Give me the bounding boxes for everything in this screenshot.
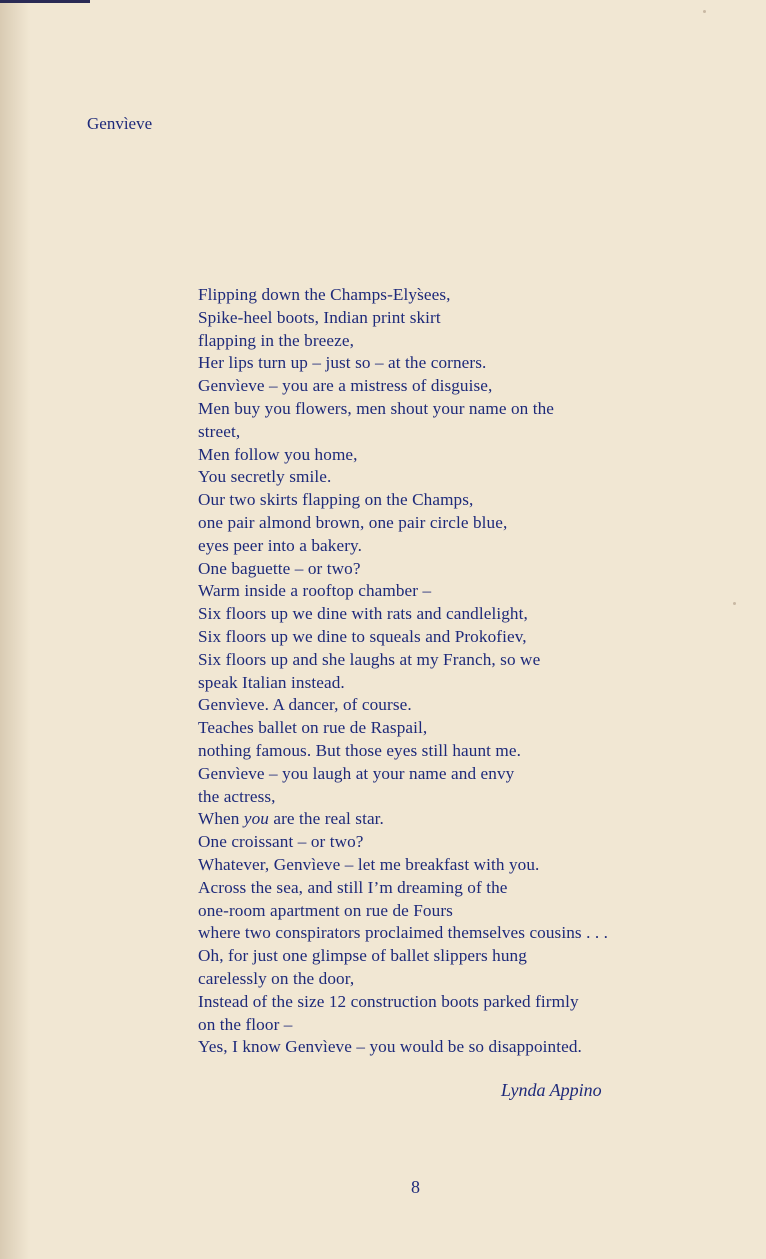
poem-line: on the floor – xyxy=(198,1014,293,1034)
poem-line: the actress, xyxy=(198,786,276,806)
poem-line xyxy=(198,808,738,831)
poem-line: One croissant – or two? xyxy=(198,832,364,852)
poem-line: Genvìeve – you are a mistress of disguise, xyxy=(198,376,493,396)
poem-line: You secretly smile. xyxy=(198,467,332,487)
poem-line: Yes, I know Genvìeve – you would be so disappointed. xyxy=(198,1037,582,1057)
poem-line: one pair almond brown, one pair circle blue, xyxy=(198,512,508,532)
poem-line: Flipping down the Champs-Elys̀ees, xyxy=(198,285,451,304)
poem-line: Six floors up we dine to squeals and Prokofiev, xyxy=(198,626,527,646)
poem-line: Genvìeve. A dancer, of course. xyxy=(198,695,412,715)
paper-speck xyxy=(703,10,706,13)
poem-line: Instead of the size 12 construction boots parked firmly xyxy=(198,991,579,1011)
poem-line-emphasis: you xyxy=(243,809,269,829)
poem-line-text: When xyxy=(198,809,244,829)
poem-line: Across the sea, and still I’m dreaming of the xyxy=(198,877,508,897)
poem-line: One baguette – or two? xyxy=(198,558,361,578)
poem-line: Men follow you home, xyxy=(198,444,358,464)
poem-line: eyes peer into a bakery. xyxy=(198,535,363,555)
poem-line: Six floors up we dine with rats and candlelight, xyxy=(198,604,528,624)
poem-author: Lynda Appino xyxy=(501,1080,602,1100)
poem-line: street, xyxy=(198,421,241,441)
poem-line: Men buy you flowers, men shout your name on the xyxy=(198,398,555,418)
poem-line: Her lips turn up – just so – at the corners. xyxy=(198,353,487,373)
poem-line: Spike-heel boots, Indian print skirt xyxy=(198,307,441,327)
poem-line: carelessly on the door, xyxy=(198,968,355,988)
poem-title: Genvìeve xyxy=(87,114,153,133)
poem-line: one-room apartment on rue de Fours xyxy=(198,900,453,920)
page-number: 8 xyxy=(411,1177,420,1197)
poem-line: Genvìeve – you laugh at your name and envy xyxy=(198,763,515,783)
poem-line: Oh, for just one glimpse of ballet slippers hung xyxy=(198,946,527,966)
poem-line: Teaches ballet on rue de Raspail, xyxy=(198,718,428,738)
poem-line: Warm inside a rooftop chamber – xyxy=(198,581,432,601)
poem-line: Six floors up and she laughs at my Franch, so we xyxy=(198,649,541,669)
poem-line: flapping in the breeze, xyxy=(198,330,354,350)
poem-line-text: are the real star. xyxy=(268,809,384,829)
poem-body xyxy=(198,284,738,1059)
poem-line: Our two skirts flapping on the Champs, xyxy=(198,490,474,510)
poem-line: where two conspirators proclaimed themselves cousins . . . xyxy=(198,923,609,943)
poem-line: Whatever, Genvìeve – let me breakfast with you. xyxy=(198,854,540,874)
poem-line: nothing famous. But those eyes still haunt me. xyxy=(198,740,522,760)
poem-line: speak Italian instead. xyxy=(198,672,345,692)
